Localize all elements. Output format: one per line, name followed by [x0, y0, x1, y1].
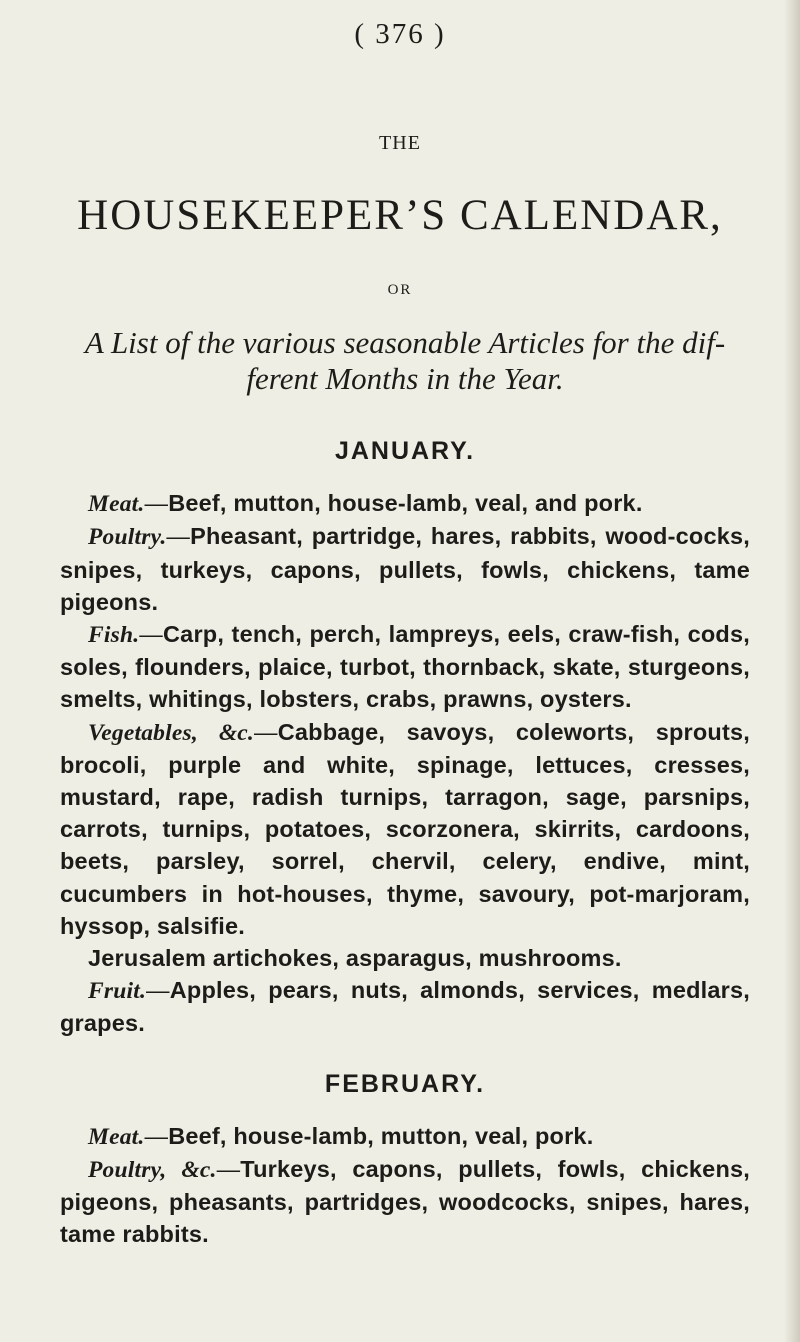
entry-continuation-january: Jerusalem artichokes, asparagus, mushrooms. — [88, 945, 622, 972]
entry-text: Pheasant, partridge, hares, rabbits, wood-cocks, snipes, turkeys, capons, pullets, fowls, chickens, tame pigeons. — [60, 523, 750, 615]
entry-text: Beef, house-lamb, mutton, veal, pork. — [168, 1122, 594, 1149]
page-title: HOUSEKEEPER’S CALENDAR, — [77, 192, 723, 239]
dash-separator: — — [144, 490, 169, 517]
month-heading-february: FEBRUARY. — [324, 1069, 486, 1098]
entry-text: Beef, mutton, house-lamb, veal, and pork. — [168, 490, 643, 517]
category-label: Meat. — [88, 1123, 145, 1150]
category-label: Fruit. — [88, 978, 147, 1005]
pre-title: THE — [379, 132, 421, 154]
entry-fish-january — [60, 618, 750, 716]
calendar-content — [60, 435, 750, 1251]
entry-meat-february — [60, 1120, 750, 1153]
subtitle: A List of the various seasonable Articles for the dif- ferent Months in the Year. — [84, 325, 726, 396]
entry-text: Carp, tench, perch, lampreys, eels, craw-fish, cods, soles, flounders, plaice, turbot, thornback, skate, sturgeons, smelts, whitings, lobsters, crabs, prawns, oysters. — [60, 621, 750, 713]
or-connector: OR — [387, 282, 413, 298]
entry-fruit-january — [60, 974, 750, 1039]
entry-text: Turkeys, capons, pullets, fowls, chickens, pigeons, pheasants, partridges, woodcocks, snipes, hares, tame rabbits. — [60, 1156, 751, 1248]
category-label: Meat. — [88, 491, 145, 518]
dash-separator: — — [216, 1156, 241, 1183]
entry-text: Cabbage, savoys, coleworts, sprouts, brocoli, purple and white, spinage, lettuces, cresses, mustard, rape, radish turnips, tarragon, sage, parsnips, carrots, turnips, potatoes, scorzonera, skirrits, cardoons, beets, parsley, sorrel, chervil, celery, endive, mint, cucumbers in hot-houses, thyme, savoury, pot-marjoram, hyssop, salsifie. — [60, 718, 750, 939]
page-number: ( 376 ) — [354, 18, 446, 50]
entry-poultry-february — [60, 1153, 750, 1251]
entry-meat-january — [60, 487, 750, 520]
category-label: Poultry, &c. — [88, 1157, 217, 1184]
category-label: Vegetables, &c. — [88, 719, 255, 746]
dash-separator: — — [146, 977, 170, 1004]
category-label: Fish. — [88, 622, 140, 649]
dash-separator: — — [166, 523, 191, 550]
entry-vegetables-january — [60, 716, 750, 942]
dash-separator: — — [144, 1122, 169, 1149]
month-heading-january: JANUARY. — [334, 437, 476, 465]
dash-separator: — — [139, 621, 163, 648]
dash-separator: — — [254, 718, 278, 745]
category-label: Poultry. — [88, 524, 167, 551]
entry-poultry-january — [60, 520, 750, 618]
entry-text: Apples, pears, nuts, almonds, services, medlars, grapes. — [60, 977, 750, 1037]
page-edge-shadow — [784, 0, 800, 1342]
